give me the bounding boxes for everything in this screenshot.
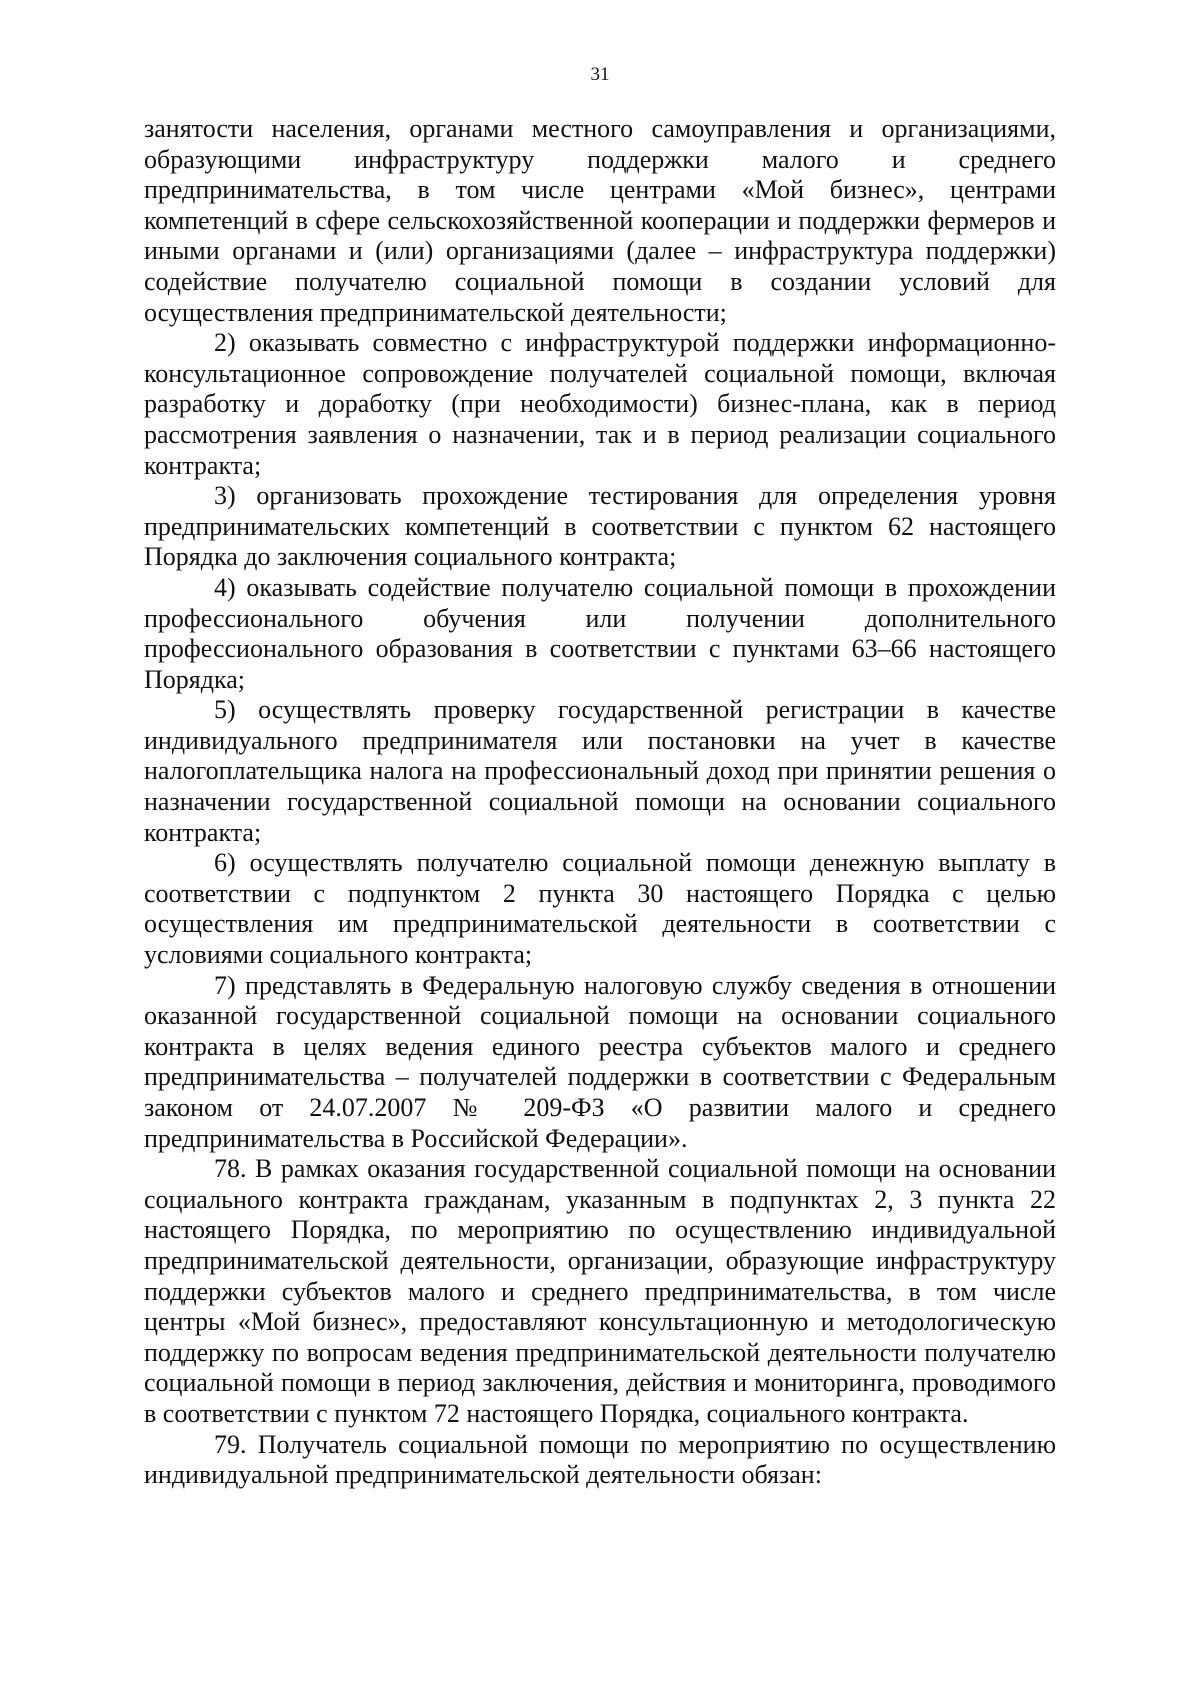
paragraph-item-6: 6) осуществлять получателю социальной помощи денежную выплату в соответствии с подпунктом 2 пункта 30 настоящего Порядка с целью осуществления им предпринимательской деятельности в соответствии с условиями социального контракта;	[144, 848, 1056, 970]
paragraph-clause-79: 79. Получатель социальной помощи по мероприятию по осуществлению индивидуальной предпринимательской деятельности обязан:	[144, 1429, 1056, 1490]
paragraph-item-3: 3) организовать прохождение тестирования для определения уровня предпринимательских компетенций в соответствии с пунктом 62 настоящего Порядка до заключения социального контракта;	[144, 481, 1056, 572]
paragraph-item-5: 5) осуществлять проверку государственной регистрации в качестве индивидуального предпринимателя или постановки на учет в качестве налогоплательщика налога на профессиональный доход при принятии решения о назначении государственной социальной помощи на основании социального контракта;	[144, 695, 1056, 847]
paragraph-item-2: 2) оказывать совместно с инфраструктурой поддержки информационно-консультационное сопровождение получателей социальной помощи, включая разработку и доработку (при необходимости) бизнес-плана, как в период рассмотрения заявления о назначении, так и в период реализации социального контракта;	[144, 328, 1056, 480]
paragraph-item-7: 7) представлять в Федеральную налоговую службу сведения в отношении оказанной государственной социальной помощи на основании социального контракта в целях ведения единого реестра субъектов малого и среднего предпринимательства – получателей поддержки в соответствии с Федеральным законом от 24.07.2007 № 209-ФЗ «О развитии малого и среднего предпринимательства в Российской Федерации».	[144, 970, 1056, 1153]
page-number: 31	[590, 64, 610, 85]
paragraph-clause-78: 78. В рамках оказания государственной социальной помощи на основании социального контракта гражданам, указанным в подпунктах 2, 3 пункта 22 настоящего Порядка, по мероприятию по осуществлению индивидуальной предпринимательской деятельности, организации, образующие инфраструктуру поддержки субъектов малого и среднего предпринимательства, в том числе центры «Мой бизнес», предоставляют консультационную и методологическую поддержку по вопросам ведения предпринимательской деятельности получателю социальной помощи в период заключения, действия и мониторинга, проводимого в соответствии с пунктом 72 настоящего Порядка, социального контракта.	[144, 1154, 1056, 1428]
paragraph-continuation: занятости населения, органами местного самоуправления и организациями, образующими инфраструктуру поддержки малого и среднего предпринимательства, в том числе центрами «Мой бизнес», центрами компетенций в сфере сельскохозяйственной кооперации и поддержки фермеров и иными органами и (или) организациями (далее – инфраструктура поддержки) содействие получателю социальной помощи в создании условий для осуществления предпринимательской деятельности;	[144, 114, 1056, 327]
paragraph-item-4: 4) оказывать содействие получателю социальной помощи в прохождении профессионального обучения или получении дополнительного профессионального образования в соответствии с пунктами 63–66 настоящего Порядка;	[144, 572, 1056, 694]
document-body	[144, 114, 1056, 1491]
